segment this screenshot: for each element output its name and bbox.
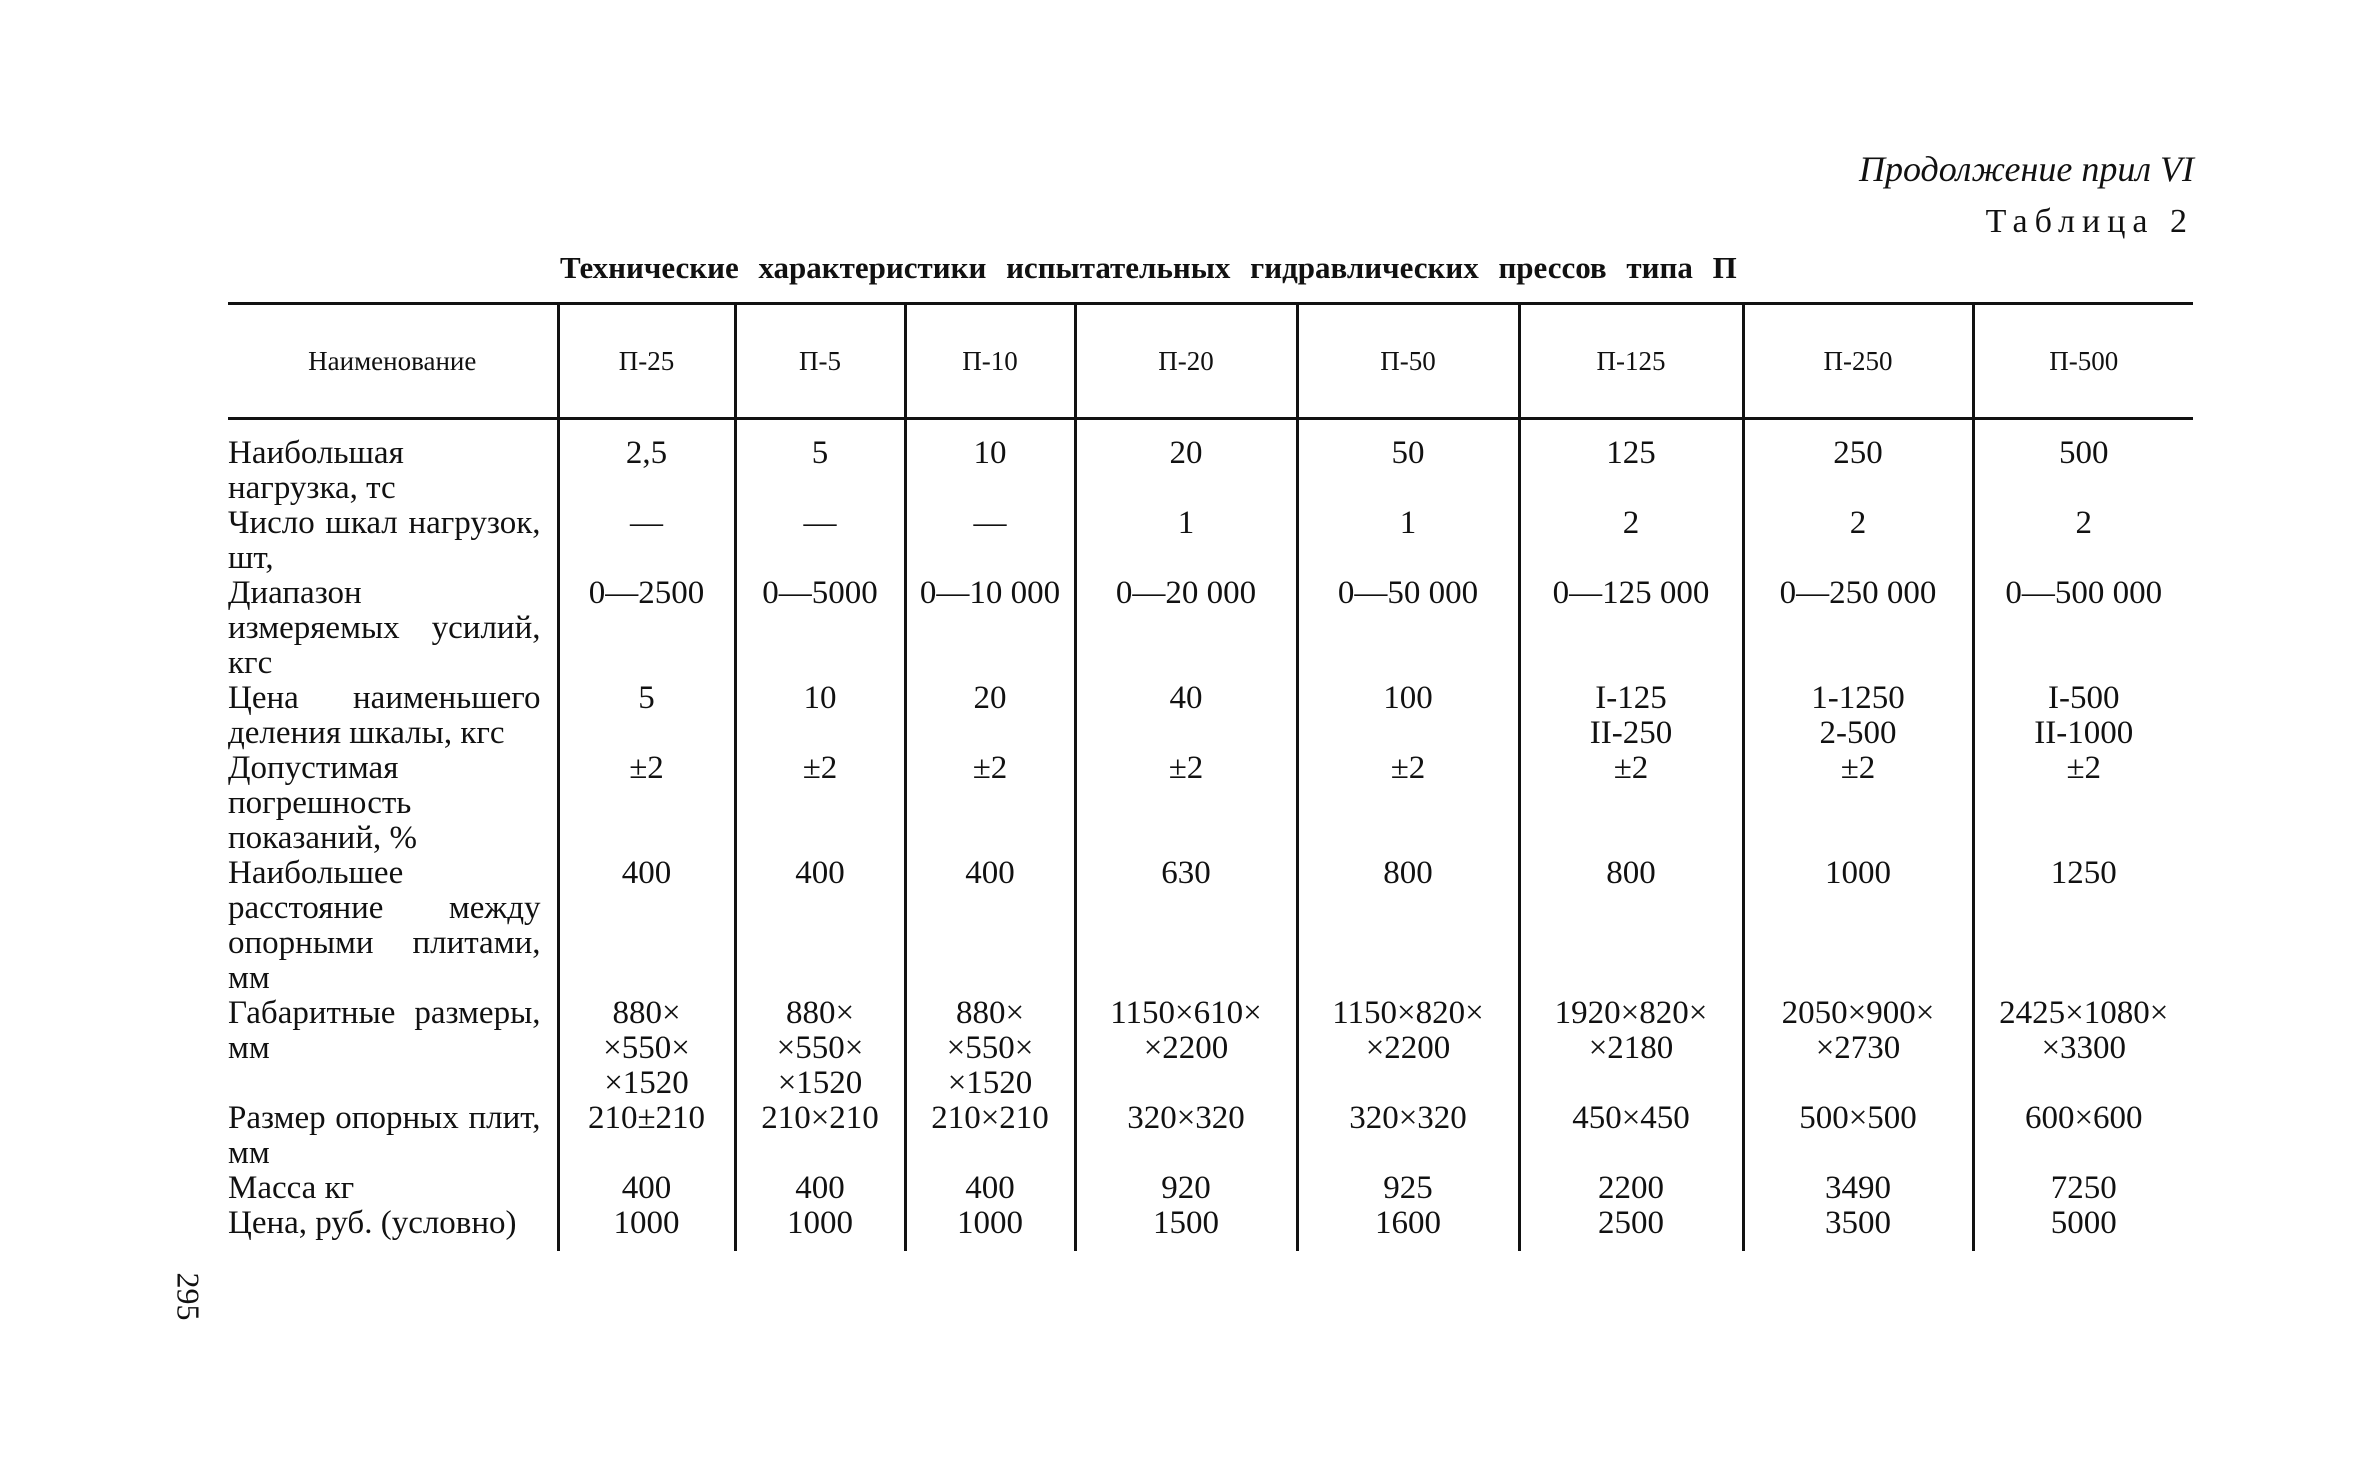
table-body bbox=[228, 419, 2193, 1252]
table-cell: 400 bbox=[905, 856, 1075, 996]
table-cell: 320×320 bbox=[1297, 1101, 1519, 1171]
column-header-name: Наименование bbox=[228, 304, 558, 419]
table-cell: 10 bbox=[735, 681, 905, 751]
table-cell: 1000 bbox=[558, 1206, 735, 1251]
row-label: Размер опорных плит, мм bbox=[228, 1100, 541, 1171]
table-cell: 2 bbox=[1519, 506, 1743, 576]
table-cell: 210×210 bbox=[905, 1101, 1075, 1171]
table-cell: 40 bbox=[1075, 681, 1297, 751]
table-cell: 0—2500 bbox=[558, 576, 735, 681]
column-header-model: П-125 bbox=[1519, 304, 1743, 419]
table-cell: 400 bbox=[735, 856, 905, 996]
table-cell: 450×450 bbox=[1519, 1101, 1743, 1171]
column-header-model: П-500 bbox=[1973, 304, 2193, 419]
table-cell: — bbox=[905, 506, 1075, 576]
table-cell: 1600 bbox=[1297, 1206, 1519, 1251]
table-cell: 3500 bbox=[1743, 1206, 1973, 1251]
column-header-model: П-5 bbox=[735, 304, 905, 419]
table-row bbox=[228, 1171, 2193, 1206]
table-cell: 1500 bbox=[1075, 1206, 1297, 1251]
table-cell: 1250 bbox=[1973, 856, 2193, 996]
table-cell: 1000 bbox=[1743, 856, 1973, 996]
table-cell: 1 bbox=[1075, 506, 1297, 576]
table-cell: 880× ×550× ×1520 bbox=[905, 996, 1075, 1101]
table-row bbox=[228, 419, 2193, 507]
table-cell: ±2 bbox=[558, 751, 735, 856]
table-cell: 1-1250 2-500 bbox=[1743, 681, 1973, 751]
table-cell: 2,5 bbox=[558, 419, 735, 507]
table-cell: 250 bbox=[1743, 419, 1973, 507]
table-cell: 2 bbox=[1973, 506, 2193, 576]
table-cell: 2425×1080× ×3300 bbox=[1973, 996, 2193, 1101]
table-cell: 7250 bbox=[1973, 1171, 2193, 1206]
table-cell: 0—250 000 bbox=[1743, 576, 1973, 681]
table-row bbox=[228, 1101, 2193, 1171]
table-cell: 925 bbox=[1297, 1171, 1519, 1206]
table-number: Таблица 2 bbox=[1985, 203, 2194, 240]
table-cell: 1920×820× ×2180 bbox=[1519, 996, 1743, 1101]
table-cell: ±2 bbox=[905, 751, 1075, 856]
table-cell: 0—20 000 bbox=[1075, 576, 1297, 681]
table-cell: ±2 bbox=[1297, 751, 1519, 856]
table-cell: 320×320 bbox=[1075, 1101, 1297, 1171]
table-cell: 125 bbox=[1519, 419, 1743, 507]
table-cell: 630 bbox=[1075, 856, 1297, 996]
table-cell: 0—10 000 bbox=[905, 576, 1075, 681]
table-cell: 2200 bbox=[1519, 1171, 1743, 1206]
table-cell: 210×210 bbox=[735, 1101, 905, 1171]
table-row bbox=[228, 751, 2193, 856]
table-cell: 400 bbox=[735, 1171, 905, 1206]
column-header-model: П-50 bbox=[1297, 304, 1519, 419]
table-cell: 880× ×550× ×1520 bbox=[735, 996, 905, 1101]
table-title: Технические характеристики испытательных гидравлических прессов типа П bbox=[560, 250, 1737, 285]
row-label: Цена наименьшего деления шкалы, кгс bbox=[228, 680, 541, 751]
table-row bbox=[228, 681, 2193, 751]
table-cell: 100 bbox=[1297, 681, 1519, 751]
row-label: Диапазон измеряемых усилий, кгс bbox=[228, 575, 541, 681]
row-label: Цена, руб. (условно) bbox=[228, 1205, 517, 1241]
press-specs-table bbox=[228, 302, 2193, 1251]
row-label: Наибольшее расстояние между опорными плитами, мм bbox=[228, 855, 541, 996]
table-cell: 920 bbox=[1075, 1171, 1297, 1206]
table-cell: 5000 bbox=[1973, 1206, 2193, 1251]
table-cell: — bbox=[735, 506, 905, 576]
table-cell: 1150×820× ×2200 bbox=[1297, 996, 1519, 1101]
table-cell: ±2 bbox=[1973, 751, 2193, 856]
table-cell: 400 bbox=[558, 1171, 735, 1206]
column-header-model: П-250 bbox=[1743, 304, 1973, 419]
table-header-row bbox=[228, 304, 2193, 419]
row-label: Допустимая погрешность показаний, % bbox=[228, 750, 417, 856]
table-cell: 3490 bbox=[1743, 1171, 1973, 1206]
table-cell: 2500 bbox=[1519, 1206, 1743, 1251]
table-cell: 0—50 000 bbox=[1297, 576, 1519, 681]
row-label: Наибольшая нагрузка, тс bbox=[228, 435, 404, 506]
table-cell: 50 bbox=[1297, 419, 1519, 507]
table-cell: 5 bbox=[735, 419, 905, 507]
table-cell: 10 bbox=[905, 419, 1075, 507]
column-header-model: П-10 bbox=[905, 304, 1075, 419]
table-cell: 800 bbox=[1297, 856, 1519, 996]
table-cell: 500×500 bbox=[1743, 1101, 1973, 1171]
table-cell: — bbox=[558, 506, 735, 576]
table-cell: 5 bbox=[558, 681, 735, 751]
table-cell: 800 bbox=[1519, 856, 1743, 996]
table-cell: 2050×900× ×2730 bbox=[1743, 996, 1973, 1101]
table-row bbox=[228, 576, 2193, 681]
table-cell: 0—5000 bbox=[735, 576, 905, 681]
table-cell: 20 bbox=[905, 681, 1075, 751]
column-header-model: П-25 bbox=[558, 304, 735, 419]
table-cell: 600×600 bbox=[1973, 1101, 2193, 1171]
table-cell: 400 bbox=[558, 856, 735, 996]
table-cell: 1000 bbox=[905, 1206, 1075, 1251]
table-row bbox=[228, 1206, 2193, 1251]
table-cell: I-125 II-250 bbox=[1519, 681, 1743, 751]
table-cell: 880× ×550× ×1520 bbox=[558, 996, 735, 1101]
page-number: 295 bbox=[170, 1272, 207, 1321]
table-cell: 20 bbox=[1075, 419, 1297, 507]
column-header-model: П-20 bbox=[1075, 304, 1297, 419]
row-label: Число шкал нагрузок, шт, bbox=[228, 505, 541, 576]
row-label: Габаритные размеры, мм bbox=[228, 995, 541, 1066]
table-row bbox=[228, 506, 2193, 576]
table-cell: 1 bbox=[1297, 506, 1519, 576]
table-cell: ±2 bbox=[1743, 751, 1973, 856]
table-cell: I-500 II-1000 bbox=[1973, 681, 2193, 751]
table-cell: 2 bbox=[1743, 506, 1973, 576]
table-cell: 0—125 000 bbox=[1519, 576, 1743, 681]
continuation-note: Продолжение прил VI bbox=[1858, 149, 2194, 189]
table-cell: ±2 bbox=[1519, 751, 1743, 856]
table-cell: 1150×610× ×2200 bbox=[1075, 996, 1297, 1101]
table-cell: 0—500 000 bbox=[1973, 576, 2193, 681]
table-row bbox=[228, 856, 2193, 996]
table-cell: ±2 bbox=[735, 751, 905, 856]
table-row bbox=[228, 996, 2193, 1101]
row-label: Масса кг bbox=[228, 1170, 355, 1206]
table-cell: 210±210 bbox=[558, 1101, 735, 1171]
table-cell: 500 bbox=[1973, 419, 2193, 507]
table-cell: 400 bbox=[905, 1171, 1075, 1206]
table-cell: 1000 bbox=[735, 1206, 905, 1251]
table-cell: ±2 bbox=[1075, 751, 1297, 856]
